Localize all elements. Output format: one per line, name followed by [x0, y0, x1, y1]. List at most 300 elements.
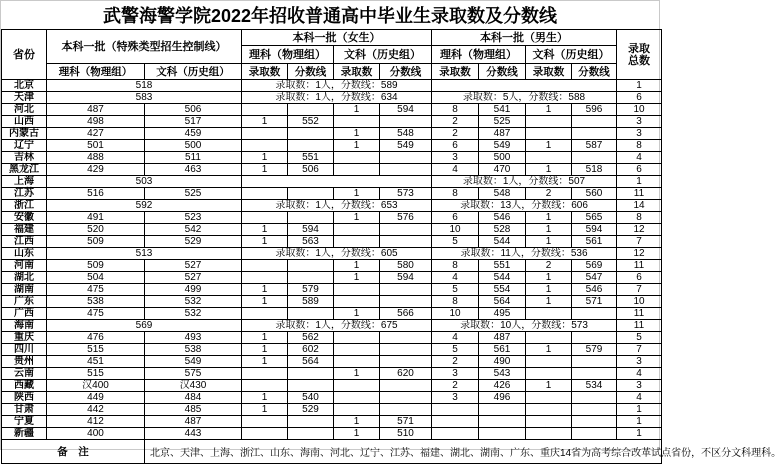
table-cell: 538 [145, 344, 242, 356]
table-cell [334, 284, 380, 296]
table-cell: 459 [145, 128, 242, 140]
table-cell [572, 356, 617, 368]
table-cell: 1 [334, 128, 380, 140]
table-cell: 1 [334, 416, 380, 428]
table-cell: 594 [288, 224, 334, 236]
table-cell [288, 308, 334, 320]
page-title: 武警海警学院2022年招收普通高中毕业生录取数及分数线 [102, 6, 558, 26]
table-row [2, 152, 662, 164]
table-cell: 11 [617, 260, 662, 272]
table-row [2, 92, 662, 104]
table-cell: 4 [617, 152, 662, 164]
table-cell [432, 80, 617, 92]
table-cell [334, 116, 380, 128]
table-cell: 569 [47, 320, 242, 332]
table-cell: 442 [47, 404, 145, 416]
header-score-line: 分数线 [572, 64, 617, 80]
table-cell: 2 [526, 188, 572, 200]
table-cell: 10 [617, 296, 662, 308]
table-cell: 527 [145, 260, 242, 272]
table-cell: 498 [47, 116, 145, 128]
table-cell: 4 [432, 332, 479, 344]
table-cell: 517 [145, 116, 242, 128]
province-cell: 北京 [2, 80, 47, 92]
table-row [2, 104, 662, 116]
table-cell: 1 [526, 164, 572, 176]
table-cell: 602 [288, 344, 334, 356]
table-cell: 6 [617, 272, 662, 284]
table-cell [242, 140, 288, 152]
table-cell: 594 [380, 272, 432, 284]
header-admit-count: 录取数 [432, 64, 479, 80]
table-cell [242, 188, 288, 200]
province-cell: 江西 [2, 236, 47, 248]
table-cell: 487 [479, 332, 526, 344]
table-cell: 562 [288, 332, 334, 344]
table-cell [572, 128, 617, 140]
table-cell [334, 344, 380, 356]
table-footer [2, 440, 781, 464]
table-cell: 513 [47, 248, 242, 260]
table-cell: 1 [242, 164, 288, 176]
table-cell: 529 [145, 236, 242, 248]
table-cell: 5 [432, 236, 479, 248]
table-row [2, 320, 662, 332]
province-cell: 河南 [2, 260, 47, 272]
table-cell: 475 [47, 284, 145, 296]
table-row [2, 176, 662, 188]
table-cell: 487 [145, 416, 242, 428]
table-cell: 录取数：13人，分数线：606 [432, 200, 617, 212]
table-cell [334, 296, 380, 308]
table-header [2, 30, 662, 80]
table-cell [288, 416, 334, 428]
table-cell: 551 [288, 152, 334, 164]
table-cell: 8 [432, 104, 479, 116]
province-cell: 甘肃 [2, 404, 47, 416]
table-cell [380, 152, 432, 164]
note-row [2, 440, 662, 464]
table-cell [242, 176, 432, 188]
table-cell [242, 104, 288, 116]
table-cell: 1 [617, 404, 662, 416]
province-cell: 四川 [2, 344, 47, 356]
table-cell [288, 104, 334, 116]
table-cell: 495 [479, 308, 526, 320]
table-cell: 534 [572, 380, 617, 392]
table-cell: 542 [145, 224, 242, 236]
province-cell: 吉林 [2, 152, 47, 164]
table-cell: 1 [526, 296, 572, 308]
table-cell: 554 [479, 284, 526, 296]
table-cell: 5 [432, 284, 479, 296]
table-cell [479, 404, 526, 416]
province-cell: 西藏 [2, 380, 47, 392]
table-cell [288, 188, 334, 200]
table-cell [288, 128, 334, 140]
table-cell: 475 [47, 308, 145, 320]
table-cell [380, 332, 432, 344]
table-cell [432, 416, 479, 428]
table-cell [380, 236, 432, 248]
table-cell [432, 428, 479, 440]
table-cell: 1 [242, 284, 288, 296]
header-female-science: 理科（物理组） [242, 46, 334, 64]
table-cell [334, 380, 380, 392]
table-cell [526, 392, 572, 404]
table-cell: 525 [145, 188, 242, 200]
table-cell [380, 356, 432, 368]
table-cell [526, 416, 572, 428]
table-cell [526, 428, 572, 440]
table-cell: 580 [380, 260, 432, 272]
table-cell: 549 [145, 356, 242, 368]
table-cell: 561 [479, 344, 526, 356]
table-cell [242, 272, 288, 284]
table-cell: 548 [479, 188, 526, 200]
table-cell: 548 [380, 128, 432, 140]
table-cell: 525 [479, 116, 526, 128]
province-cell: 江苏 [2, 188, 47, 200]
table-cell: 8 [617, 140, 662, 152]
table-cell [572, 392, 617, 404]
table-cell: 500 [479, 152, 526, 164]
table-cell: 2 [432, 116, 479, 128]
table-cell: 1 [242, 392, 288, 404]
table-cell: 录取数：1人，分数线：605 [242, 248, 432, 260]
table-cell: 1 [334, 260, 380, 272]
table-cell [288, 212, 334, 224]
table-cell: 552 [288, 116, 334, 128]
table-cell: 1 [242, 404, 288, 416]
table-cell: 11 [617, 308, 662, 320]
header-score-line: 分数线 [479, 64, 526, 80]
table-cell: 1 [617, 428, 662, 440]
table-cell: 4 [432, 164, 479, 176]
table-cell [242, 428, 288, 440]
header-admit-count: 录取数 [242, 64, 288, 80]
table-row [2, 260, 662, 272]
table-cell: 6 [617, 92, 662, 104]
table-cell: 576 [380, 212, 432, 224]
admissions-table [1, 29, 781, 464]
table-cell [572, 368, 617, 380]
table-cell [334, 164, 380, 176]
table-cell: 1 [242, 296, 288, 308]
table-cell: 10 [432, 308, 479, 320]
table-cell: 543 [479, 368, 526, 380]
table-cell: 2 [432, 356, 479, 368]
table-cell: 523 [145, 212, 242, 224]
header-male-liberal: 文科（历史组） [526, 46, 617, 64]
table-cell: 10 [432, 224, 479, 236]
table-cell: 504 [47, 272, 145, 284]
table-cell [242, 128, 288, 140]
table-cell: 3 [617, 128, 662, 140]
table-cell: 4 [432, 272, 479, 284]
table-cell: 427 [47, 128, 145, 140]
table-row [2, 248, 662, 260]
table-cell [380, 392, 432, 404]
table-cell: 488 [47, 152, 145, 164]
table-cell: 10 [617, 104, 662, 116]
table-cell: 518 [572, 164, 617, 176]
table-cell: 579 [572, 344, 617, 356]
table-cell: 571 [380, 416, 432, 428]
province-cell: 辽宁 [2, 140, 47, 152]
province-cell: 河北 [2, 104, 47, 116]
table-row [2, 236, 662, 248]
table-cell: 520 [47, 224, 145, 236]
table-cell [288, 380, 334, 392]
table-cell [288, 260, 334, 272]
table-cell: 录取数：1人，分数线：589 [242, 80, 432, 92]
header-special-science: 理科（物理组） [47, 64, 145, 80]
table-cell [334, 356, 380, 368]
table-cell: 1 [526, 140, 572, 152]
header-admit-count: 录取数 [526, 64, 572, 80]
table-cell: 569 [572, 260, 617, 272]
table-cell: 1 [242, 356, 288, 368]
header-total: 录取总数 [617, 30, 662, 80]
table-cell: 4 [617, 368, 662, 380]
table-row [2, 332, 662, 344]
table-cell: 587 [572, 140, 617, 152]
table-cell: 2 [432, 380, 479, 392]
table-cell [334, 332, 380, 344]
header-special-batch: 本科一批（特殊类型招生控制线） [47, 30, 242, 64]
table-cell: 470 [479, 164, 526, 176]
table-cell: 532 [145, 296, 242, 308]
table-cell [526, 152, 572, 164]
table-cell: 1 [526, 344, 572, 356]
table-cell: 录取数：11人，分数线：536 [432, 248, 617, 260]
table-cell: 561 [572, 236, 617, 248]
table-cell [572, 332, 617, 344]
table-cell: 443 [145, 428, 242, 440]
table-cell: 1 [526, 236, 572, 248]
table-cell: 583 [47, 92, 242, 104]
table-cell: 5 [617, 332, 662, 344]
table-cell [334, 392, 380, 404]
province-cell: 湖北 [2, 272, 47, 284]
table-cell: 564 [479, 296, 526, 308]
table-cell [334, 152, 380, 164]
table-cell: 1 [526, 224, 572, 236]
table-row [2, 224, 662, 236]
province-cell: 贵州 [2, 356, 47, 368]
table-cell: 1 [242, 152, 288, 164]
table-cell: 592 [47, 200, 242, 212]
table-cell: 544 [479, 236, 526, 248]
table-cell: 14 [617, 200, 662, 212]
table-cell: 1 [242, 224, 288, 236]
table-cell [572, 404, 617, 416]
table-cell: 484 [145, 392, 242, 404]
table-cell: 463 [145, 164, 242, 176]
table-cell: 6 [617, 164, 662, 176]
table-cell [526, 116, 572, 128]
province-cell: 宁夏 [2, 416, 47, 428]
table-row [2, 116, 662, 128]
table-cell: 594 [572, 224, 617, 236]
header-admit-count: 录取数 [334, 64, 380, 80]
table-cell: 1 [526, 104, 572, 116]
table-cell: 8 [432, 188, 479, 200]
table-row [2, 416, 662, 428]
table-cell: 500 [145, 140, 242, 152]
province-cell: 新疆 [2, 428, 47, 440]
table-cell [572, 116, 617, 128]
table-cell: 1 [526, 272, 572, 284]
table-cell: 493 [145, 332, 242, 344]
table-cell: 544 [479, 272, 526, 284]
table-row [2, 428, 662, 440]
table-cell: 547 [572, 272, 617, 284]
table-cell: 566 [380, 308, 432, 320]
table-cell: 515 [47, 344, 145, 356]
table-cell: 573 [380, 188, 432, 200]
table-cell [380, 164, 432, 176]
table-cell: 1 [617, 80, 662, 92]
table-cell: 515 [47, 368, 145, 380]
table-cell: 3 [432, 392, 479, 404]
table-cell [288, 368, 334, 380]
province-cell: 内蒙古 [2, 128, 47, 140]
table-cell: 527 [145, 272, 242, 284]
table-cell: 499 [145, 284, 242, 296]
table-cell [380, 284, 432, 296]
table-row [2, 212, 662, 224]
table-cell [526, 332, 572, 344]
table-cell: 509 [47, 236, 145, 248]
header-female-batch: 本科一批（女生） [242, 30, 432, 46]
table-cell [526, 356, 572, 368]
table-row [2, 80, 662, 92]
table-cell [242, 380, 288, 392]
table-cell: 509 [47, 260, 145, 272]
table-cell: 6 [432, 212, 479, 224]
table-cell: 532 [145, 308, 242, 320]
table-cell: 1 [242, 332, 288, 344]
province-cell: 广西 [2, 308, 47, 320]
table-cell [334, 236, 380, 248]
province-cell: 黑龙江 [2, 164, 47, 176]
table-row [2, 380, 662, 392]
table-cell [572, 416, 617, 428]
table-cell: 1 [334, 368, 380, 380]
table-cell: 1 [242, 116, 288, 128]
table-cell: 1 [334, 212, 380, 224]
table-cell: 549 [380, 140, 432, 152]
table-cell: 1 [334, 188, 380, 200]
province-cell: 天津 [2, 92, 47, 104]
table-cell: 589 [288, 296, 334, 308]
table-cell: 11 [617, 320, 662, 332]
table-cell: 528 [479, 224, 526, 236]
table-cell: 501 [47, 140, 145, 152]
table-cell [479, 428, 526, 440]
table-cell [242, 308, 288, 320]
table-cell: 3 [432, 152, 479, 164]
province-cell: 湖南 [2, 284, 47, 296]
table-cell: 451 [47, 356, 145, 368]
table-cell: 6 [432, 140, 479, 152]
header-score-line: 分数线 [380, 64, 432, 80]
table-cell: 546 [479, 212, 526, 224]
table-cell [242, 212, 288, 224]
table-cell: 490 [479, 356, 526, 368]
province-cell: 山东 [2, 248, 47, 260]
table-cell [242, 368, 288, 380]
header-female-liberal: 文科（历史组） [334, 46, 432, 64]
table-cell: 8 [617, 212, 662, 224]
table-cell [572, 428, 617, 440]
table-cell: 1 [617, 416, 662, 428]
table-row [2, 272, 662, 284]
table-row [2, 296, 662, 308]
table-cell: 1 [334, 308, 380, 320]
table-cell: 1 [526, 212, 572, 224]
table-cell: 579 [288, 284, 334, 296]
table-row [2, 140, 662, 152]
table-cell: 5 [432, 344, 479, 356]
province-cell: 福建 [2, 224, 47, 236]
table-cell [334, 224, 380, 236]
table-cell: 503 [47, 176, 242, 188]
province-cell: 安徽 [2, 212, 47, 224]
table-cell: 485 [145, 404, 242, 416]
table-cell: 506 [145, 104, 242, 116]
table-cell [526, 404, 572, 416]
header-province: 省份 [2, 30, 47, 80]
table-cell: 4 [617, 392, 662, 404]
table-cell [380, 404, 432, 416]
table-cell: 1 [334, 428, 380, 440]
table-cell: 1 [242, 236, 288, 248]
table-cell: 汉430 [145, 380, 242, 392]
table-cell: 1 [526, 380, 572, 392]
table-cell: 560 [572, 188, 617, 200]
table-row [2, 356, 662, 368]
table-cell: 575 [145, 368, 242, 380]
table-cell: 7 [617, 236, 662, 248]
table-cell: 8 [432, 296, 479, 308]
table-cell: 12 [617, 224, 662, 236]
table-cell: 563 [288, 236, 334, 248]
table-cell [572, 152, 617, 164]
table-cell: 518 [47, 80, 242, 92]
table-cell: 汉400 [47, 380, 145, 392]
table-cell: 620 [380, 368, 432, 380]
table-cell: 571 [572, 296, 617, 308]
table-cell: 7 [617, 284, 662, 296]
province-cell: 云南 [2, 368, 47, 380]
table-cell: 551 [479, 260, 526, 272]
table-cell: 549 [479, 140, 526, 152]
header-male-batch: 本科一批（男生） [432, 30, 617, 46]
province-cell: 重庆 [2, 332, 47, 344]
table-cell: 429 [47, 164, 145, 176]
table-cell: 487 [47, 104, 145, 116]
table-row [2, 308, 662, 320]
province-cell: 浙江 [2, 200, 47, 212]
table-cell: 3 [617, 380, 662, 392]
province-cell: 广东 [2, 296, 47, 308]
table-cell: 546 [572, 284, 617, 296]
header-score-line: 分数线 [288, 64, 334, 80]
table-row [2, 344, 662, 356]
